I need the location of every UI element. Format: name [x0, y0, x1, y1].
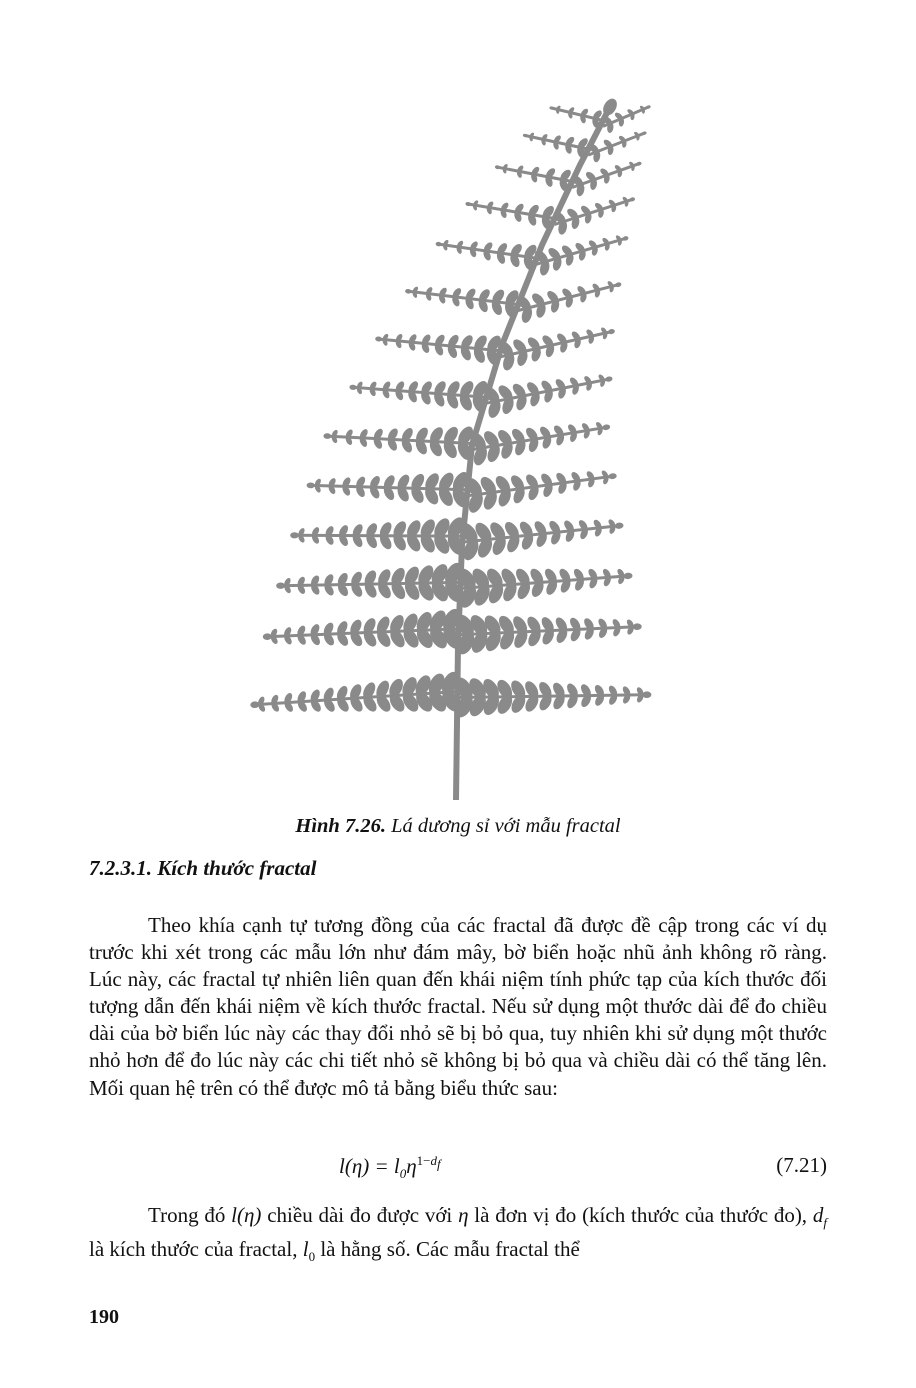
- body-paragraph: Theo khía cạnh tự tương đồng của các fractal đã được đề cập trong các ví dụ trước khi xét trong các mẫu lớn như đám mây, bờ biển hoặc nhũ ảnh không rõ ràng. Lúc này, các fractal tự nhiên liên quan đến khái niệm tính phức tạp của kích thước đối tượng dẫn đến khái niệm về kích thước fractal. Nếu sử dụng một thước dài để đo chiều dài của bờ biển lúc này các thay đổi nhỏ sẽ bị bỏ qua, tuy nhiên khi sử dụng một thước nhỏ hơn để đo lúc này các chi tiết nhỏ sẽ không bị bỏ qua và chiều dài có thể tăng lên. Mối quan hệ trên có thể được mô tả bằng biểu thức sau:: [89, 913, 827, 1100]
- equation-7-21: [89, 1153, 827, 1183]
- figure-caption-text: Lá dương sỉ với mẫu fractal: [391, 815, 621, 837]
- fern-leaflet: [263, 633, 272, 640]
- fern-pinna-rib: [457, 695, 647, 698]
- fern-leaflet: [405, 289, 412, 294]
- fern-leaflet: [375, 336, 382, 342]
- fern-leaflet: [642, 691, 651, 698]
- fern-leaflet: [276, 582, 285, 589]
- figure-label: Hình 7.26.: [295, 815, 386, 837]
- fern-leaflet: [615, 522, 624, 529]
- fern-leaflet: [349, 384, 357, 390]
- fern-leaflet: [323, 433, 331, 439]
- equation-number: (7.21): [776, 1153, 827, 1177]
- fern-leaflet: [633, 623, 642, 630]
- fern-pinna-rib: [468, 204, 554, 219]
- fern-leaflet: [602, 424, 611, 431]
- fern-leaf-image: [250, 95, 670, 800]
- fern-leaflet: [608, 473, 617, 480]
- fern-leaflet: [307, 482, 315, 488]
- fern-pinna-rib: [555, 199, 633, 224]
- figure-caption: [0, 815, 916, 838]
- fern-leaflet: [605, 376, 613, 382]
- fern-leaflet: [623, 572, 632, 579]
- fern-leaflet: [250, 701, 259, 708]
- equation-expression: $l(\eta) = l_0\eta^{1-d_f}$: [339, 1153, 441, 1182]
- page-number: 190: [89, 1306, 119, 1328]
- body-paragraph-2: Trong đó l(η) chiều dài đo được với η là đơn vị đo (kích thước của thước đo), $d_f$ là kích thước của fractal, $l_0$ là hằng số. Các mẫu fractal thể: [89, 1203, 827, 1265]
- fern-leaflet: [608, 328, 616, 334]
- fern-leaflet: [290, 532, 299, 538]
- section-heading: 7.2.3.1. Kích thước fractal: [89, 856, 317, 880]
